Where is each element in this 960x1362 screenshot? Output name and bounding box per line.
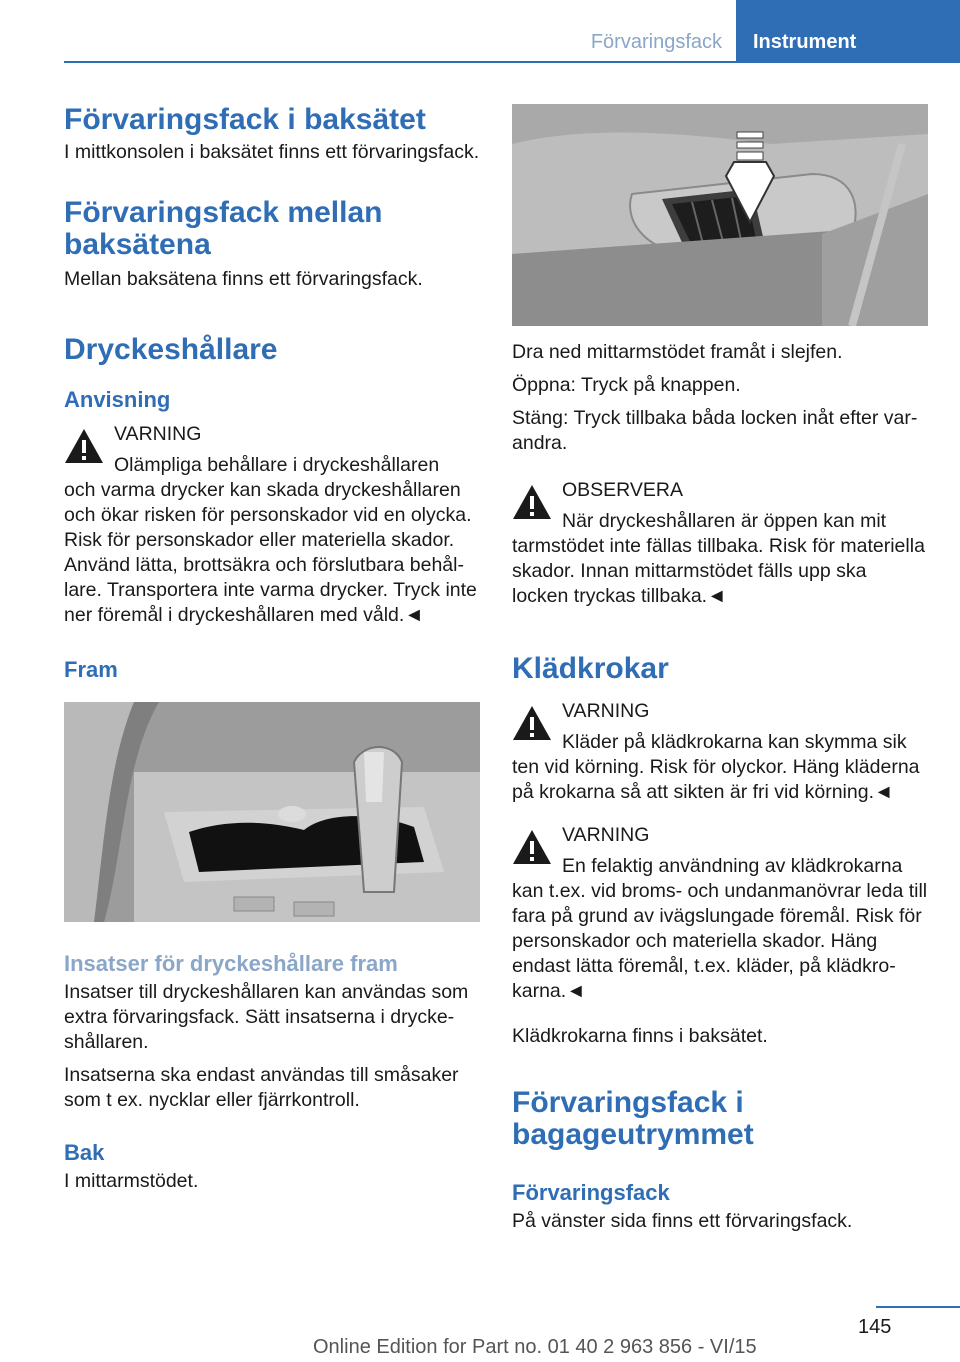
warning-triangle-icon [512,484,552,520]
notice-observera [512,478,928,609]
text-bak: I mittarmstödet. [64,1170,199,1192]
warning-text: och varma drycker kan skada dryckeshållaren och ökar risken för personskador vid en olycka. Risk för personskador eller materiella skador. Använd lätta, brottsäkra och förslutbara behållare. Transportera inte varma drycker. Tryck inte ner föremål i dryckeshållaren med våld.◄ [64,479,477,626]
heading-bak: Bak [64,1140,105,1165]
notice-first-line: När dryckeshållaren är öppen kan mit [562,510,887,532]
warning-title: VARNING [114,423,202,445]
text-mellan-baksatena: Mellan baksätena finns ett förvaringsfack. [64,268,423,290]
footer-rule [876,1306,960,1308]
text-baksatet: I mittkonsolen i baksätet finns ett förvaringsfack. [64,141,480,163]
warning-dryckeshallare [64,422,480,628]
heading-kladkrokar: Klädkrokar [512,652,669,685]
warning-triangle-icon [512,829,552,865]
text-vanster-sida: På vänster sida finns ett förvaringsfack. [512,1210,853,1232]
notice-text: tarmstödet inte fällas tillbaka. Risk för materiella skador. Innan mittarmstödet fälls upp ska locken tryckas tillbaka.◄ [512,535,925,607]
right-column [512,104,928,1234]
heading-anvisning: Anvisning [64,387,171,412]
text-oppna: Öppna: Tryck på knappen. [512,374,741,396]
header-section-label: Förvaringsfack [590,31,722,53]
text-insatser-1: Insatser till dryckeshållaren kan användas som extra förvaringsfack. Sätt insatserna i dryckeshållaren. [64,981,469,1053]
heading-forvaringsfack: Förvaringsfack [512,1180,670,1205]
warning-title: VARNING [562,824,650,846]
text-insatser-2: Insatserna ska endast användas till småsaker som t ex. nycklar eller fjärrkontroll. [64,1064,459,1111]
photo-rear-armrest [512,104,928,326]
heading-baksatet: Förvaringsfack i baksätet [64,103,426,136]
warning-kladkrokar-2 [512,823,928,1004]
text-stang: Stäng: Tryck tillbaka båda locken inåt efter varandra. [512,407,918,454]
heading-insatser: Insatser för dryckeshållare fram [64,951,398,976]
warning-text: kan t.ex. vid broms- och undanmanövrar leda till fara på grund av ivägslungade föremål. Risk för personskador och materiella skador. Häng endast lätta föremål, t.ex. kläder, på klädkrokarna.◄ [512,880,928,1002]
text-kladkrokar-location: Klädkrokarna finns i baksätet. [512,1025,768,1047]
photo-front-cupholder [64,702,480,922]
header-chapter-tab: Instrument [736,0,960,61]
heading-bagageutrymmet: Förvaringsfack i bagageutrymmet [512,1086,754,1151]
warning-triangle-icon [512,705,552,741]
warning-title: VARNING [562,700,650,722]
heading-fram: Fram [64,657,118,682]
page-number: 145 [858,1316,892,1338]
heading-dryckeshallare: Dryckeshållare [64,333,278,366]
warning-first-line: Kläder på klädkrokarna kan skymma sik [562,731,907,753]
notice-title: OBSERVERA [562,479,684,501]
text-dra-ned: Dra ned mittarmstödet framåt i slejfen. [512,341,843,363]
warning-triangle-icon [64,428,104,464]
warning-first-line: Olämpliga behållare i dryckeshållaren [114,454,440,476]
warning-text: ten vid körning. Risk för olyckor. Häng kläderna på krokarna så att sikten är fri vid körning.◄ [512,756,920,803]
header-rule [64,61,960,63]
heading-mellan-baksatena: Förvaringsfack mellan baksätena [64,196,383,261]
warning-first-line: En felaktig användning av klädkrokarna [562,855,903,877]
edition-note: Online Edition for Part no. 01 40 2 963 856 - VI/15 [313,1336,757,1358]
left-column [64,100,480,1194]
warning-kladkrokar-1 [512,699,928,805]
